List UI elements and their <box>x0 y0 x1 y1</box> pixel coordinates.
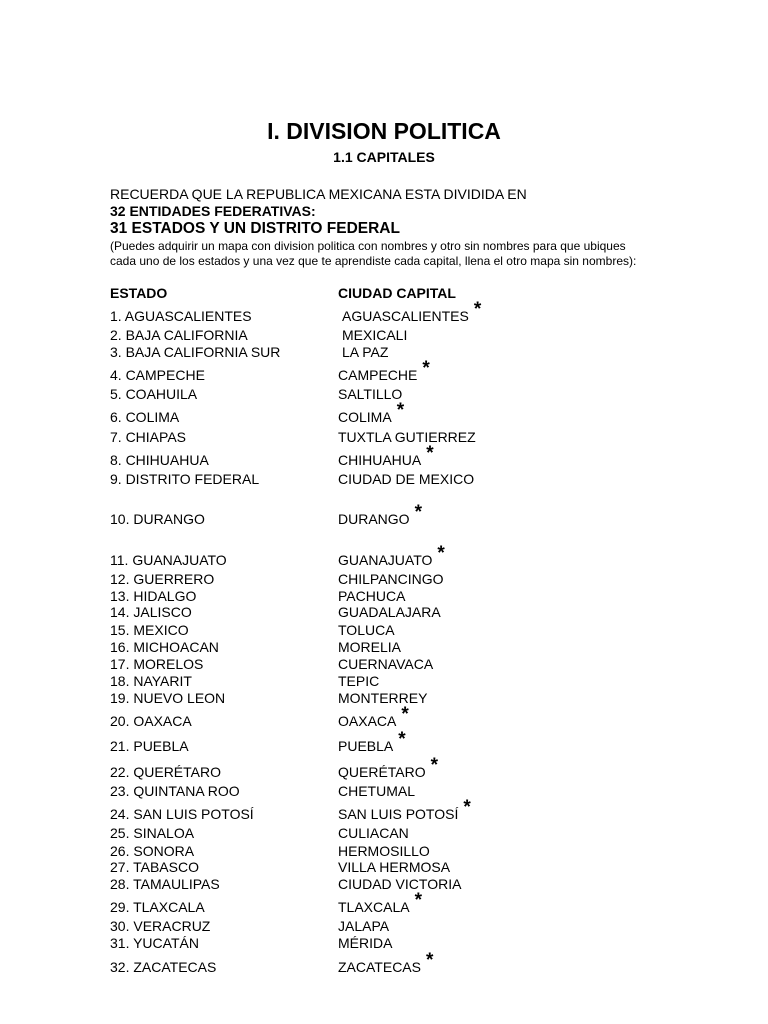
state-name: 21. PUEBLA <box>110 738 189 754</box>
capital-label: TOLUCA <box>338 622 395 638</box>
capital-label: OAXACA <box>338 713 397 729</box>
intro-note <box>110 239 636 268</box>
list-item <box>0 782 768 800</box>
list-item <box>0 824 768 842</box>
capital-name <box>338 689 427 707</box>
capital-name <box>338 570 444 588</box>
state-name: 2. BAJA CALIFORNIA <box>110 327 248 343</box>
capital-label: HERMOSILLO <box>338 843 430 859</box>
asterisk-mark: * <box>414 502 422 523</box>
capital-name <box>338 917 389 935</box>
column-header-capital: CIUDAD CAPITAL <box>338 285 456 301</box>
list-item <box>0 385 768 403</box>
intro-note-line: cada uno de los estados y una vez que te aprendiste cada capital, llena el otro mapa sin nombres): <box>110 253 637 268</box>
state-name: 22. QUERÉTARO <box>110 764 221 780</box>
capital-name <box>338 704 409 730</box>
capital-label: VILLA HERMOSA <box>338 859 451 875</box>
capital-name <box>338 470 474 488</box>
capital-label: GUADALAJARA <box>338 604 441 620</box>
asterisk-mark: * <box>437 543 445 564</box>
state-name: 11. GUANAJUATO <box>110 552 227 568</box>
list-item <box>0 343 768 361</box>
capital-name <box>338 655 433 673</box>
list-item <box>0 638 768 656</box>
list-item <box>0 502 768 528</box>
state-name: 28. TAMAULIPAS <box>110 876 220 892</box>
state-name: 9. DISTRITO FEDERAL <box>110 471 260 487</box>
state-name: 4. CAMPECHE <box>110 367 205 383</box>
capital-label: JALAPA <box>338 918 390 934</box>
capital-name <box>338 443 434 469</box>
capital-label: CIUDAD VICTORIA <box>338 876 462 892</box>
state-name: 23. QUINTANA ROO <box>110 783 240 799</box>
state-name: 30. VERACRUZ <box>110 918 211 934</box>
capital-name <box>338 502 422 528</box>
list-item <box>0 570 768 588</box>
column-header-estado: ESTADO <box>110 285 168 301</box>
list-item <box>0 858 768 876</box>
asterisk-mark: * <box>473 299 482 320</box>
list-item <box>0 755 768 781</box>
list-item <box>0 934 768 952</box>
capital-name <box>338 858 450 876</box>
state-name: 10. DURANGO <box>110 511 205 527</box>
capital-label: SALTILLO <box>338 386 403 402</box>
state-name: 1. AGUASCALIENTES <box>110 308 252 324</box>
section-subtitle: 1.1 CAPITALES <box>333 149 435 165</box>
capital-label: AGUASCALIENTES <box>342 308 469 324</box>
list-item <box>0 797 768 823</box>
capital-name <box>338 638 401 656</box>
list-item <box>0 400 768 426</box>
capital-name <box>338 824 409 842</box>
list-item <box>0 655 768 673</box>
intro-note-line: (Puedes adquirir un mapa con division politica con nombres y otro sin nombres para que ubiques <box>110 239 626 253</box>
capital-label: CAMPECHE <box>338 367 418 383</box>
capital-name <box>338 729 406 755</box>
capital-label: CHILPANCINGO <box>338 571 444 587</box>
capital-name <box>338 543 445 569</box>
capital-label: PUEBLA <box>338 738 394 754</box>
capital-label: COLIMA <box>338 409 392 425</box>
state-name: 14. JALISCO <box>110 604 192 620</box>
capital-label: ZACATECAS <box>338 959 421 975</box>
asterisk-mark: * <box>426 443 434 464</box>
capital-name <box>342 326 407 344</box>
capital-label: PACHUCA <box>338 588 406 604</box>
list-item <box>0 621 768 639</box>
capital-label: CUERNAVACA <box>338 656 434 672</box>
capital-name <box>338 400 405 426</box>
asterisk-mark: * <box>422 358 430 379</box>
capital-name <box>338 428 476 446</box>
list-item <box>0 729 768 755</box>
capital-name <box>338 782 415 800</box>
intro-line: RECUERDA QUE LA REPUBLICA MEXICANA ESTA DIVIDIDA EN <box>110 186 527 202</box>
list-item <box>0 428 768 446</box>
state-name: 19. NUEVO LEON <box>110 690 226 706</box>
state-name: 3. BAJA CALIFORNIA SUR <box>110 344 281 360</box>
capital-label: CHIHUAHUA <box>338 452 422 468</box>
capital-name <box>338 890 422 916</box>
capital-label: LA PAZ <box>342 344 389 360</box>
capital-name <box>338 603 441 621</box>
list-item <box>0 917 768 935</box>
capital-label: CULIACAN <box>338 825 409 841</box>
list-item <box>0 689 768 707</box>
capital-name <box>342 343 388 361</box>
list-item <box>0 603 768 621</box>
capital-label: DURANGO <box>338 511 410 527</box>
asterisk-mark: * <box>396 400 405 421</box>
page-title: I. DIVISION POLITICA <box>267 118 501 144</box>
intro-entities: 32 ENTIDADES FEDERATIVAS: <box>110 203 316 219</box>
asterisk-mark: * <box>430 755 439 776</box>
list-item <box>0 358 768 384</box>
state-name: 27. TABASCO <box>110 859 199 875</box>
capital-name <box>338 621 395 639</box>
capital-label: GUANAJUATO <box>338 552 433 568</box>
list-item <box>0 543 768 569</box>
capital-label: SAN LUIS POTOSÍ <box>338 806 459 822</box>
capital-label: MÉRIDA <box>338 935 393 951</box>
state-name: 25. SINALOA <box>110 825 195 841</box>
asterisk-mark: * <box>425 950 434 971</box>
asterisk-mark: * <box>398 729 406 750</box>
capital-name <box>342 299 482 325</box>
list-item <box>0 470 768 488</box>
state-name: 6. COLIMA <box>110 409 180 425</box>
list-item <box>0 299 768 325</box>
state-name: 15. MEXICO <box>110 622 189 638</box>
state-name: 13. HIDALGO <box>110 588 197 604</box>
list-item <box>0 950 768 976</box>
capital-name <box>338 385 402 403</box>
state-name: 17. MORELOS <box>110 656 204 672</box>
capital-name <box>338 875 461 893</box>
state-name: 24. SAN LUIS POTOSÍ <box>110 806 254 822</box>
state-name: 12. GUERRERO <box>110 571 215 587</box>
state-name: 29. TLAXCALA <box>110 899 205 915</box>
capital-name <box>338 934 392 952</box>
asterisk-mark: * <box>401 704 409 725</box>
list-item <box>0 704 768 730</box>
state-name: 31. YUCATÁN <box>110 935 199 951</box>
capital-name <box>338 950 434 976</box>
capital-name <box>338 755 439 781</box>
list-item <box>0 326 768 344</box>
capital-name <box>338 358 430 384</box>
capital-label: MORELIA <box>338 639 402 655</box>
asterisk-mark: * <box>463 797 471 818</box>
capital-label: TEPIC <box>338 673 380 689</box>
capital-label: TUXTLA GUTIERREZ <box>338 429 476 445</box>
state-name: 5. COAHUILA <box>110 386 198 402</box>
capital-label: MEXICALI <box>342 327 408 343</box>
state-name: 20. OAXACA <box>110 713 192 729</box>
capital-label: TLAXCALA <box>338 899 410 915</box>
state-name: 8. CHIHUAHUA <box>110 452 209 468</box>
state-name: 26. SONORA <box>110 843 195 859</box>
list-item <box>0 875 768 893</box>
capital-label: CHETUMAL <box>338 783 416 799</box>
capital-label: MONTERREY <box>338 690 428 706</box>
state-name: 18. NAYARIT <box>110 673 192 689</box>
list-item <box>0 890 768 916</box>
capital-name <box>338 672 379 690</box>
state-name: 16. MICHOACAN <box>110 639 219 655</box>
intro-states-heading: 31 ESTADOS Y UN DISTRITO FEDERAL <box>110 220 400 237</box>
asterisk-mark: * <box>414 890 422 911</box>
list-item <box>0 443 768 469</box>
state-name: 32. ZACATECAS <box>110 959 217 975</box>
list-item <box>0 672 768 690</box>
capital-label: QUERÉTARO <box>338 764 426 780</box>
capital-label: CIUDAD DE MEXICO <box>338 471 475 487</box>
state-name: 7. CHIAPAS <box>110 429 186 445</box>
capital-name <box>338 797 471 823</box>
